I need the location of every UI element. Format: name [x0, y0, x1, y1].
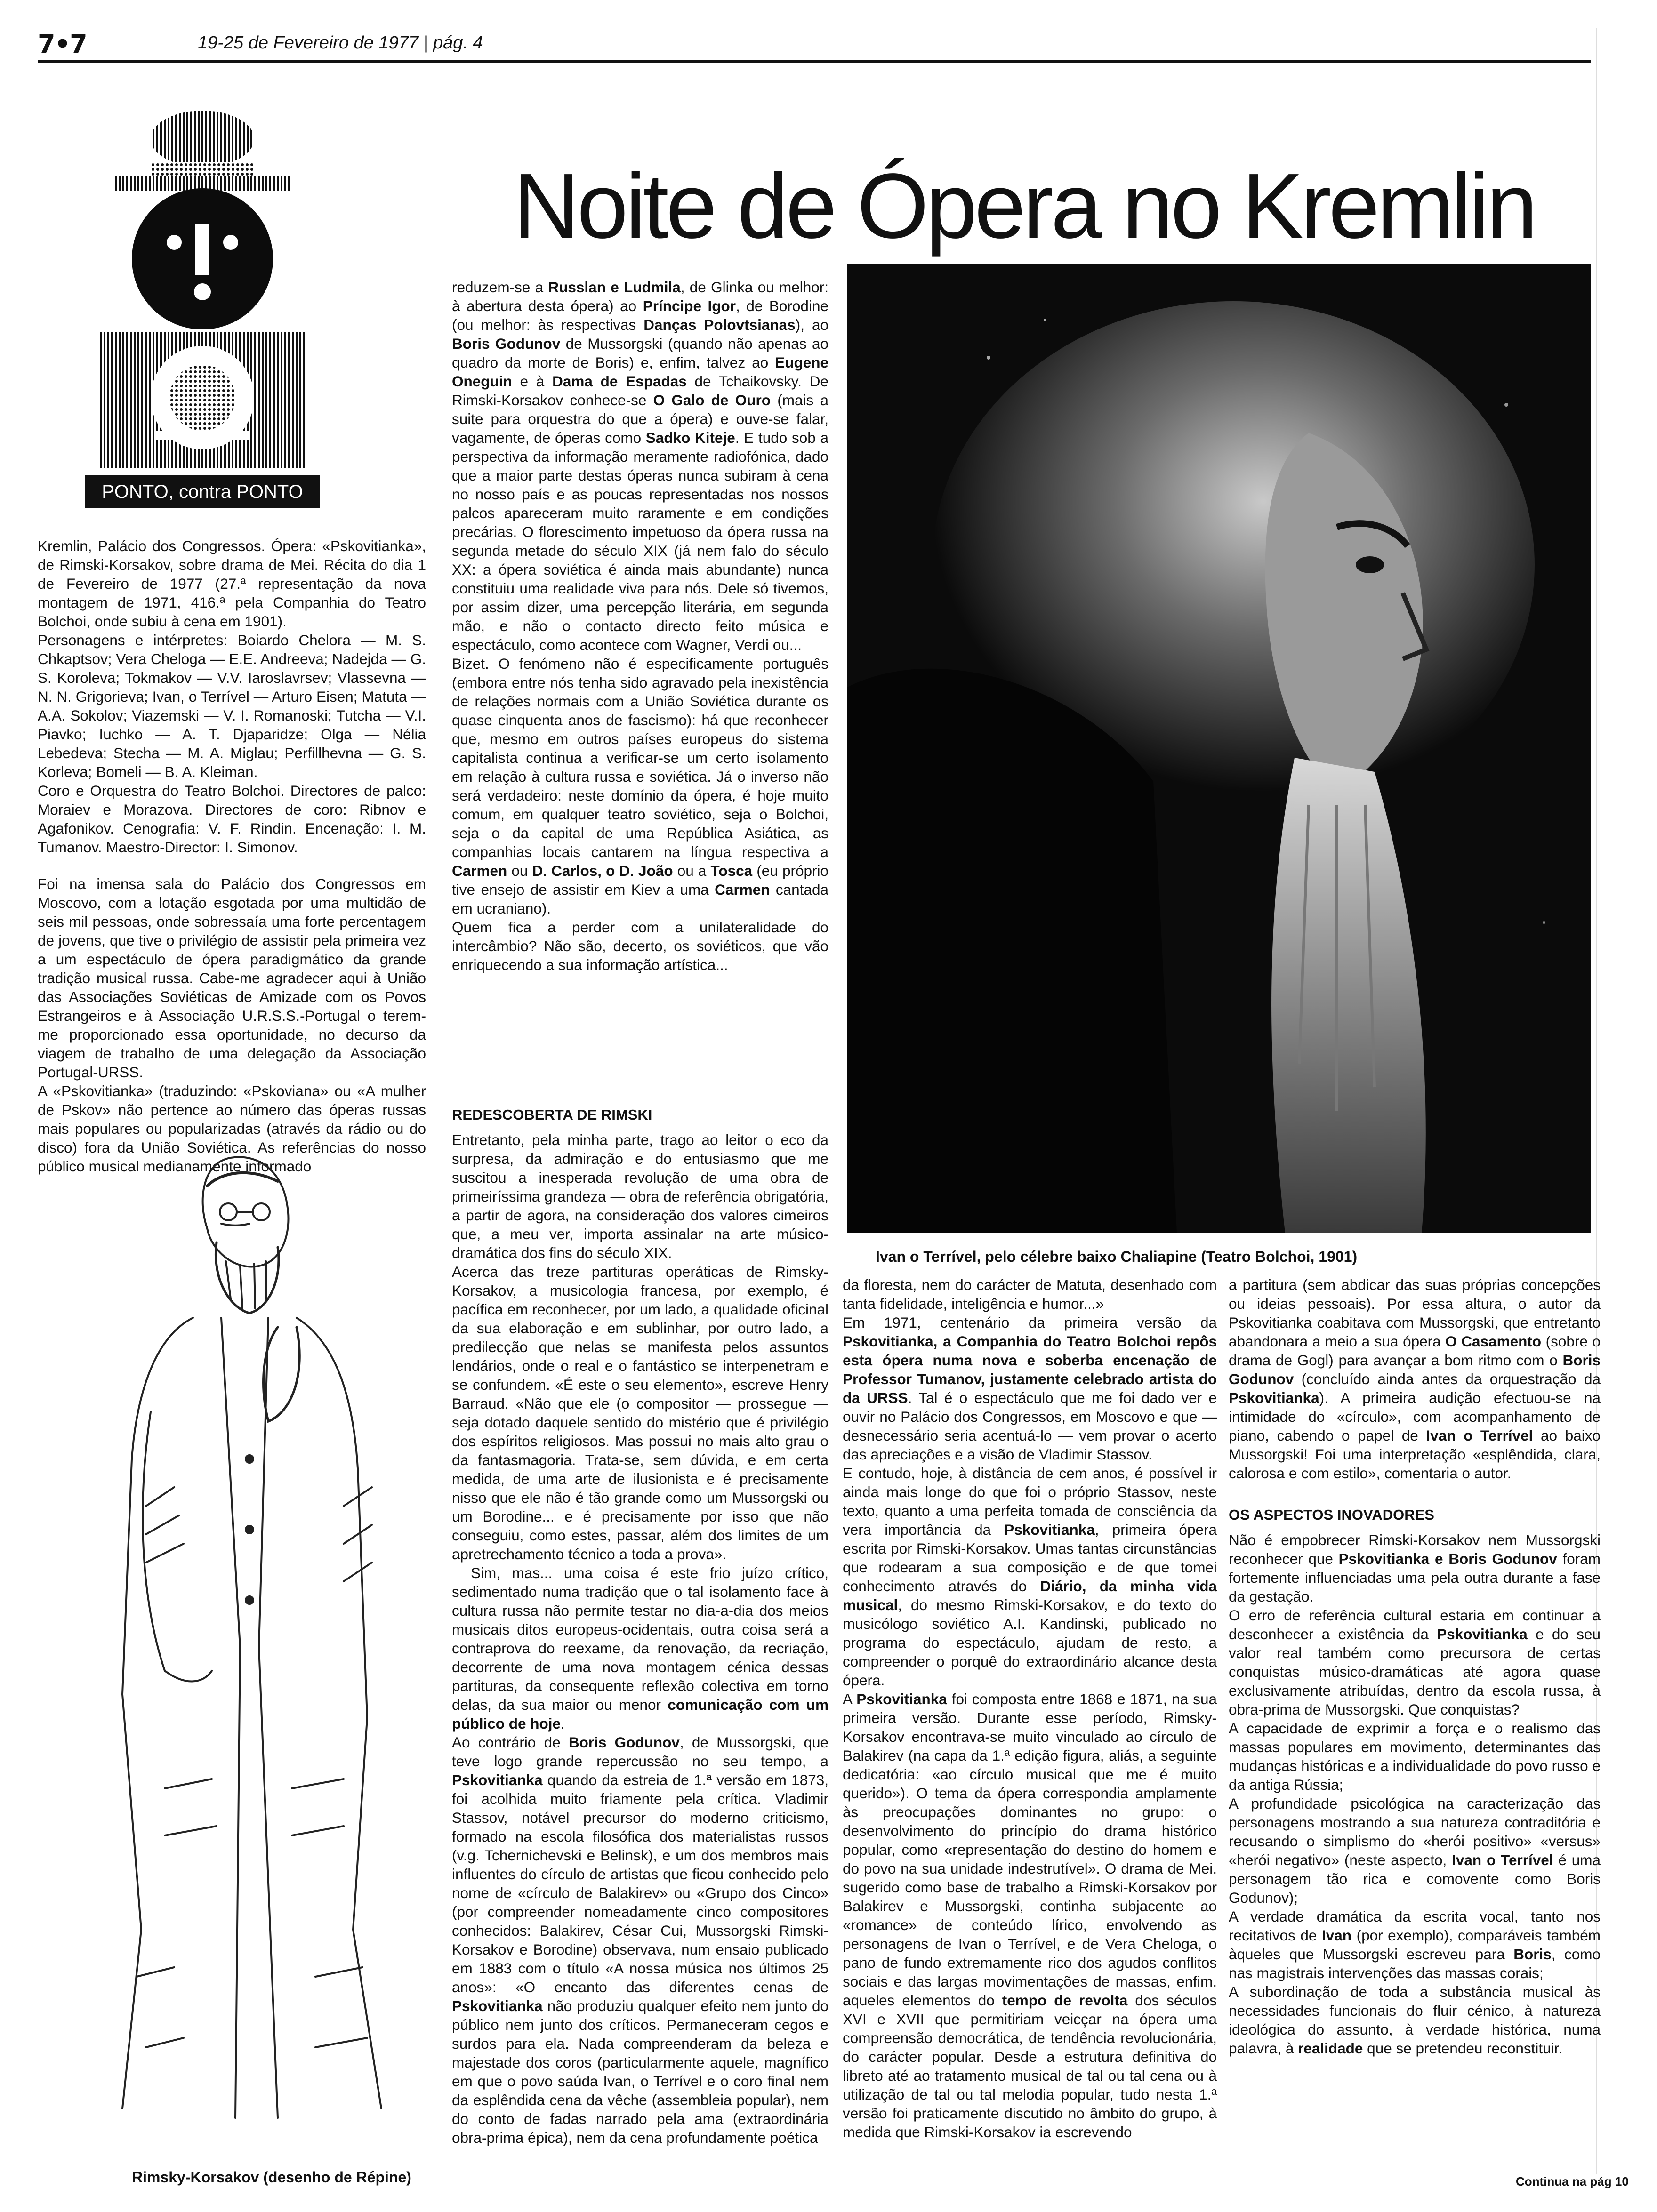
paragraph: E contudo, hoje, à distância de cem anos, é possível ir ainda mais longe do que foi o próprio Stassov, neste texto, quanto a uma perfeita tomada de consciência da vera importância da Pskovitianka, primeira ópera escrita por Rimski-Korsakov. Umas tantas circunstâncias que rodearam a sua composição e de que tomei conhecimento através do Diário, da minha vida musical, do mesmo Rimski-Korsakov, e do texto do musicólogo soviético A.I. Kandinski, publicado no programa do espectáculo, ajudam de resto, a compreender o porquê do extraordinário alcance desta ópera. — [843, 1465, 1217, 1689]
column-2-lower — [452, 1101, 828, 2147]
ponto-contra-ponto-logo — [85, 106, 320, 468]
paragraph: Sim, mas... uma coisa é este frio juízo crítico, sedimentado numa tradição que o tal isolamento face à cultura russa não permite testar no dia-a-dia dos meios musicais ditos europeus-ocidentais, outra coisa será a contraprova do reexame, da renovação, da recriação, decorrente de uma nova montagem cénica dessas partituras, da consequente reflexão colectiva em torno delas, da sua maior ou menor comunicação com um público de hoje. — [452, 1564, 829, 1732]
sketch-caption: Rimsky-Korsakov (desenho de Répine) — [132, 2169, 411, 2186]
intro-paragraph: Foi na imensa sala do Palácio dos Congressos em Moscovo, com a lotação esgotada por uma multidão de seis mil pessoas, onde sobressaía uma forte percentagem de jovens, que tive o privilégio de assistir pela primeira vez a um espectáculo de ópera paradigmático da grande tradição musical russa. Cabe-me agradecer aqui à União das Associações Soviéticas de Amizade com os Povos Estrangeiros e à Associação U.R.S.S.-Portugal o terem-me proporcionado essa oportunidade, no decurso da viagem de trabalho de uma delegação da Associação Portugal-URSS. — [38, 875, 426, 1081]
header-rule — [38, 60, 1591, 63]
subheading-redescoberta: REDESCOBERTA DE RIMSKI — [452, 1106, 652, 1123]
face-logo-icon — [85, 106, 320, 468]
column-2 — [452, 278, 828, 974]
paragraph: da floresta, nem do carácter de Matuta, desenhado com tanta fidelidade, inteligência e humor...» — [843, 1276, 1217, 1312]
newspaper-logo: 7•7 — [38, 29, 87, 59]
column-3 — [843, 1275, 1217, 2141]
performance-info: Kremlin, Palácio dos Congressos. Ópera: «Pskovitianka», de Rimski-Korsakov, sobre drama de Mei. Récita do dia 1 de Fevereiro de 1977 (27.ª representação da nova montagem de 1971, 416.ª pela Companhia do Teatro Bolchoi, onde subiu à cena em 1901). — [38, 537, 426, 630]
paragraph: A Pskovitianka foi composta entre 1868 e 1871, na sua primeira versão. Durante esse período, Rimsky-Korsakov encontrava-se muito vinculado ao círculo de Balakirev (na capa da 1.ª edição figura, aliás, a seguinte dedicatória: «ao círculo musical que me é muito querido»). O tema da ópera correspondia amplamente às preocupações dominantes no grupo: o desenvolvimento do princípio do drama histórico popular, como «representação do destino do homem e do povo na sua unidade indestrutível». O drama de Mei, sugerido como base de trabalho a Rimski-Korsakov por Balakirev e Mussorgski, continha subjacente ao «romance» de conteúdo lírico, envolvendo as personagens de Ivan o Terrível, e de Vera Cheloga, o pano de fundo extremamente rico dos agudos conflitos sociais e das largas movimentações de massas, enfim, aqueles elementos do tempo de revolta dos séculos XVI e XVII que permitiriam veicçar na ópera uma compreensão democrática, de tendência revolucionária, do carácter popular. Desde a estrutura definitiva do libreto até ao tratamento musical de tal ou tal cena ou à utilização de tal ou tal melodia popular, tudo nesta 1.ª versão foi praticamente discutido no âmbito do grupo, à medida que Rimski-Korsakov ia escrevendo — [843, 1691, 1217, 2140]
section-label: PONTO, contra PONTO — [85, 475, 320, 508]
chaliapine-photo — [847, 264, 1591, 1233]
paragraph: a partitura (sem abdicar das suas próprias concepções ou ideias pessoais). Por essa altura, o autor da Pskovitianka coabitava com Mussorgski, que entretanto abandonara a meio a sua ópera O Casamento (sobre o drama de Gogl) para avançar a bom ritmo com o Boris Godunov (concluído ainda antes da orquestração da Pskovitianka). A primeira audição efectuou-se na intimidade do «círculo», com acompanhamento de piano, cabendo o papel de Ivan o Terrível ao baixo Mussorgski! Foi uma interpretação «esplêndida, clara, calorosa e com estilo», comentaria o autor. — [1229, 1276, 1601, 1482]
paragraph: Entretanto, pela minha parte, trago ao leitor o eco da surpresa, da admiração e do entusiasmo que me suscitou a inesperada revolução de uma obra de primeiríssima grandeza — obra de referência obrigatória, a partir de agora, na consideração dos valores cimeiros que, a meu ver, importa assinalar na arte músico-dramática dos fins do século XIX. — [452, 1131, 828, 1261]
rimsky-korsakov-sketch — [80, 1130, 428, 2156]
paragraph: A profundidade psicológica na caracterização das personagens mostrando a sua natureza contraditória e recusando o simplismo do «herói positivo» «versus» «herói negativo» (neste aspecto, Ivan o Terrível é uma personagem tão rica e comovente como Boris Godunov); — [1229, 1795, 1601, 1906]
paragraph: A verdade dramática da escrita vocal, tanto nos recitativos de Ivan (por exemplo), comparáveis também àqueles que Mussorgski escreveu para Boris, como nas magistrais intervenções das massas corais; — [1229, 1908, 1601, 1981]
article-title: Noite de Ópera no Kremlin — [513, 154, 1535, 257]
paragraph: A subordinação de toda a substância musical às necessidades funcionais do fluir cénico, à natureza ideológica do assunto, à verdade histórica, numa palavra, à realidade que se pretendeu reconstituir. — [1229, 1983, 1601, 2057]
issue-date-page: 19-25 de Fevereiro de 1977 | pág. 4 — [198, 33, 483, 53]
column-1 — [38, 537, 426, 1176]
paragraph: Ao contrário de Boris Godunov, de Mussorgski, que teve logo grande repercussão no seu tempo, a Pskovitianka quando da estreia de 1.ª versão em 1873, foi acolhida muito friamente pela crítica. Vladimir Stassov, notável precursor do moderno criticismo, formado na escola filosófica dos materialistas russos (v.g. Tchernichevski e Belinsk), e um dos membros mais influentes do círculo de artistas que ficou conhecido pelo nome de «círculo de Balakirev» ou «Grupo dos Cinco» (por compreender nomeadamente cinco compositores conhecidos: Balakirev, César Cui, Mussorgski Rimski-Korsakov e Borodine) observava, num ensaio publicado em 1883 com o título «A nossa música nos últimos 25 anos»: «O encanto das diferentes cenas de Pskovitianka não produziu qualquer efeito nem junto do público nem junto dos críticos. Permaneceram cegos e surdos para ela. Nada compreenderam da beleza e majestade dos coros (particularmente aquele, magnífico em que o povo saúda Ivan, o Terrível e o coro final nem da esplêndida cena da vêche (assembleia popular), nem do conto de fadas narrado pela ama (extraordinária obra-prima épica), nem da cena profundamente poética — [452, 1734, 828, 2146]
paragraph: reduzem-se a Russlan e Ludmila, de Glinka ou melhor: à abertura desta ópera) ao Príncipe Igor, de Borodine (ou melhor: às respectivas Danças Polovtsianas), ao Boris Godunov de Mussorgski (quando não apenas ao quadro da morte de Boris) e, enfim, talvez ao Eugene Oneguin e à Dama de Espadas de Tchaikovsky. De Rimski-Korsakov conhece-se O Galo de Ouro (mais a suite para orquestra do que a ópera) e ouve-se falar, vagamente, de óperas como Sadko Kiteje. E tudo sob a perspectiva da informação meramente radiofónica, dado que a maior parte destas óperas nunca subiram à cena no nosso país e as poucas representadas nos nossos palcos apareceram muito raramente e em condições precárias. O florescimento impetuoso da ópera russa na segunda metade do século XIX (já nem falo do século XX: a ópera soviética é ainda mais abundante) nunca constituiu uma realidade viva para nós. Dele só tivemos, por assim dizer, uma percepção literária, em segunda mão, e não o contacto directo feito música e espectáculo, como acontece com Wagner, Verdi ou... — [452, 279, 829, 653]
photo-caption: Ivan o Terrível, pelo célebre baixo Chaliapine (Teatro Bolchoi, 1901) — [876, 1248, 1358, 1265]
paragraph: Bizet. O fenómeno não é especificamente português (embora entre nós tenha sido agravado pela inexistência de relações normais com a União Soviética durante os quase cinquenta anos de fascismo): há que reconhecer que, mesmo em outros países europeus do sistema capitalista continua a verificar-se um certo isolamento em relação à cultura russa e soviética. Já o inverso não será verdadeiro: neste domínio da ópera, é hoje muito comum, em qualquer teatro soviético, seja o Bolchoi, seja o da capital de uma República Asiática, as companhias locais cantarem na língua respectiva a Carmen ou D. Carlos, o D. João ou a Tosca (eu próprio tive ensejo de assistir em Kiev a uma Carmen cantada em ucraniano). — [452, 655, 828, 917]
column-4 — [1229, 1275, 1601, 2058]
continued-note: Continua na pág 10 — [1516, 2174, 1629, 2188]
subheading-aspectos: OS ASPECTOS INOVADORES — [1229, 1507, 1434, 1523]
paragraph: Quem fica a perder com a unilateralidade do intercâmbio? Não são, decerto, os soviéticos, que vão enriquecendo a sua informação artística... — [452, 919, 828, 973]
cast-list: Personagens e intérpretes: Boiardo Chelога — M. S. Chkaptsov; Vera Cheloga — E.E. Andreeva; Nadejda — G. S. Koroleva; Tokmakov — V.V. Iaroslavrsev; Vlassevna — N. N. Grigorieva; Ivan, o Terrível — Arturo Eisen; Matuta — A.A. Sokolov; Viazemski — V. I. Romanoski; Tutcha — V.I. Piavko; Iuchko — A. T. Djaparidze; Olga — Nélia Lebedeva; Stecha — M. A. Miglau; Perfillhevna — G. S. Korleva; Bomeli — B. A. Kleiman. — [38, 632, 426, 780]
paragraph: A «Pskovitianka» (traduzindo: «Pskoviana» ou «A mulher de Pskov» não pertence ao número das óperas russas mais populares ou popularizadas (através da rádio ou do disco) fora da União Soviética. As referências do nosso público musical medianamente informado — [38, 1082, 426, 1175]
paragraph: A capacidade de exprimir a força e o realismo das massas populares em movimento, determinantes das mudanças históricas e a individualidade do povo russo e da antiga Rússia; — [1229, 1720, 1601, 1793]
credits-list: Coro e Orquestra do Teatro Bolchoi. Directores de palco: Moraiev e Morazova. Directores de coro: Ribnov e Agafonikov. Cenografia: V. F. Rindin. Encenação: I. M. Tumanov. Maestro-Director: I. Simonov. — [38, 782, 426, 856]
paragraph: Em 1971, centenário da primeira versão da Pskovitianka, a Companhia do Teatro Bolchoi repôs esta ópera numa nova e soberba encenação de Professor Tumanov, justamente celebrado artista do da URSS. Tal é o espectáculo que me foi dado ver e ouvir no Palácio dos Congressos, em Moscovo e que — desnecessário seria acentuá-lo — vem provar o acerto das apreciações e a visão de Vladimir Stassov. — [843, 1314, 1217, 1463]
paragraph: O erro de referência cultural estaria em continuar a desconhecer a existência da Pskovitianka e do seu valor real também como precursora de certas conquistas músico-dramáticas até agora quase exclusivamente atribuídas, dentro da escola russa, à obra-prima de Mussorgski. Que conquistas? — [1229, 1607, 1601, 1718]
paragraph: Acerca das treze partituras operáticas de Rimsky-Korsakov, a musicologia francesa, por exemplo, é pacífica em reconhecer, por um lado, a qualidade oficinal da sua elaboração e em sublinhar, por outro lado, a predilecção que nelas se manifesta pelos assuntos lendários, onde o real e o fantástico se interpenetram e se confundem. «É este o seu elemento», escreve Henry Barraud. «Não que ele (o compositor — prossegue — seja dotado daquele sentido do mistério que é privilégio dos espíritos religiosos. Mas possui no mais alto grau o da fantasmagoria. Trata-se, sem dúvida, e em certa medida, de uma arte de ilusionista e é precisamente nisso que ele não é tão grande como um Mussorgski ou um Borodine... e é precisamente por isso que não conseguiu, como estes, passar, além dos limites de um apretrechamento técnico a toda a prova». — [452, 1263, 828, 1563]
paragraph: Não é empobrecer Rimski-Korsakov nem Mussorgski reconhecer que Pskovitianka e Boris Godunov foram fortemente influenciadas uma pela outra durante a fase da gestação. — [1229, 1531, 1601, 1605]
